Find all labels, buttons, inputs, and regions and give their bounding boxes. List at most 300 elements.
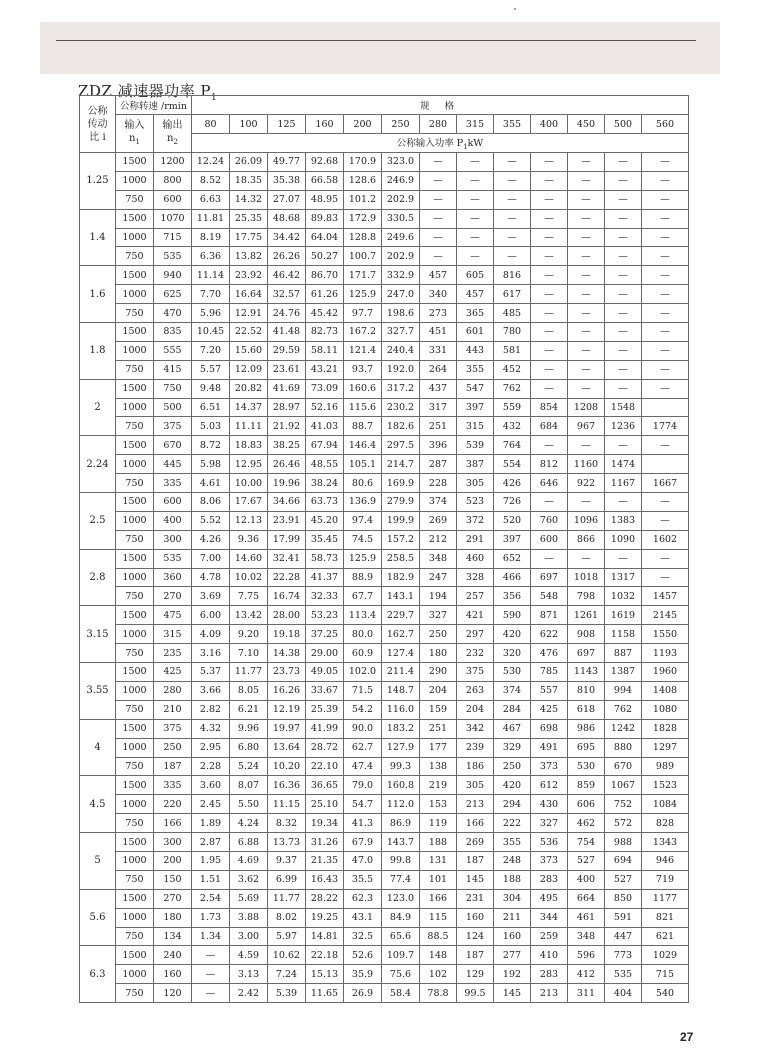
header-rule (56, 40, 696, 41)
power-cell: 31.26 (306, 833, 344, 852)
power-cell: 3.69 (192, 587, 230, 606)
power-cell: 540 (642, 984, 689, 1003)
power-cell: 12.13 (230, 511, 268, 530)
power-cell: 1667 (642, 474, 689, 493)
power-cell: 12.09 (230, 360, 268, 379)
power-cell: 250 (494, 757, 531, 776)
power-cell: — (568, 360, 605, 379)
table-row (80, 965, 689, 984)
table-row (80, 153, 689, 172)
power-header (192, 134, 689, 153)
power-cell: 14.32 (230, 190, 268, 209)
power-cell: 618 (568, 700, 605, 719)
power-cell: 762 (605, 700, 642, 719)
table-row (80, 908, 689, 927)
power-cell: 41.3 (344, 814, 382, 833)
power-cell: 1032 (605, 587, 642, 606)
power-cell: 22.10 (306, 757, 344, 776)
power-cell: 279.9 (382, 493, 420, 512)
power-cell: 52.16 (306, 398, 344, 417)
header-band (40, 22, 720, 74)
power-cell: 1018 (568, 568, 605, 587)
power-cell: — (420, 209, 457, 228)
input-speed-cell: 750 (116, 984, 154, 1003)
power-cell: 290 (420, 663, 457, 682)
power-cell: — (642, 493, 689, 512)
power-cell: 3.62 (230, 870, 268, 889)
power-cell: 780 (494, 323, 531, 342)
output-speed-cell: 270 (154, 587, 192, 606)
power-cell: 88.9 (344, 568, 382, 587)
table-row (80, 190, 689, 209)
power-cell: 3.00 (230, 927, 268, 946)
output-speed-cell: 445 (154, 455, 192, 474)
power-cell: 273 (420, 304, 457, 323)
power-cell: 92.68 (306, 153, 344, 172)
power-cell: 192.0 (382, 360, 420, 379)
power-cell: 1619 (605, 606, 642, 625)
size-header: 500 (605, 115, 642, 134)
power-cell: 99.3 (382, 757, 420, 776)
output-speed-cell: 835 (154, 323, 192, 342)
power-cell: 11.65 (306, 984, 344, 1003)
output-speed-cell: 600 (154, 190, 192, 209)
power-cell: 28.72 (306, 738, 344, 757)
power-cell: — (568, 171, 605, 190)
power-cell: 810 (568, 681, 605, 700)
power-cell: 246.9 (382, 171, 420, 190)
power-cell: 28.22 (306, 889, 344, 908)
input-speed-cell: 750 (116, 304, 154, 323)
power-cell: — (642, 304, 689, 323)
power-cell: 1029 (642, 946, 689, 965)
output-speed-cell: 335 (154, 474, 192, 493)
power-cell: 7.75 (230, 587, 268, 606)
ratio-cell: 2.5 (80, 493, 116, 550)
power-cell: — (642, 323, 689, 342)
power-cell: 28.97 (268, 398, 306, 417)
power-cell: 2.45 (192, 795, 230, 814)
table-row (80, 171, 689, 190)
power-cell: 374 (420, 493, 457, 512)
power-cell: 19.96 (268, 474, 306, 493)
power-cell: 327 (420, 606, 457, 625)
power-cell: 1523 (642, 776, 689, 795)
power-cell: 34.42 (268, 228, 306, 247)
power-cell: 199.9 (382, 511, 420, 530)
power-cell: 605 (457, 266, 494, 285)
power-cell: 212 (420, 530, 457, 549)
power-cell: 23.73 (268, 663, 306, 682)
power-cell: 866 (568, 530, 605, 549)
power-cell: 859 (568, 776, 605, 795)
output-speed-cell: 160 (154, 965, 192, 984)
input-speed-cell: 750 (116, 700, 154, 719)
power-cell: 166 (457, 814, 494, 833)
power-cell: — (642, 436, 689, 455)
power-cell: 520 (494, 511, 531, 530)
power-cell: 821 (642, 908, 689, 927)
power-cell: 451 (420, 323, 457, 342)
power-cell: 752 (605, 795, 642, 814)
power-cell: 32.41 (268, 549, 306, 568)
power-cell: — (494, 171, 531, 190)
power-cell: 148 (420, 946, 457, 965)
power-cell: 41.48 (268, 323, 306, 342)
power-cell: 348 (420, 549, 457, 568)
power-cell: 760 (531, 511, 568, 530)
power-cell: 812 (531, 455, 568, 474)
output-speed-cell: 535 (154, 549, 192, 568)
power-cell: 20.82 (230, 379, 268, 398)
table-row (80, 625, 689, 644)
input-speed-cell: 1000 (116, 228, 154, 247)
power-cell: 77.4 (382, 870, 420, 889)
power-cell: 112.0 (382, 795, 420, 814)
power-cell: — (605, 209, 642, 228)
power-cell: 48.68 (268, 209, 306, 228)
power-cell: 342 (457, 719, 494, 738)
power-cell: 606 (568, 795, 605, 814)
ratio-cell: 2.24 (80, 436, 116, 493)
power-cell: 530 (494, 663, 531, 682)
power-cell: 622 (531, 625, 568, 644)
power-cell: 715 (642, 965, 689, 984)
power-cell: 27.07 (268, 190, 306, 209)
power-cell: 773 (605, 946, 642, 965)
power-cell: 600 (531, 530, 568, 549)
power-cell: 764 (494, 436, 531, 455)
table-row (80, 946, 689, 965)
power-cell: — (457, 209, 494, 228)
power-cell: 228 (420, 474, 457, 493)
power-cell: 457 (457, 285, 494, 304)
input-speed-cell: 1000 (116, 681, 154, 700)
power-cell: 887 (605, 644, 642, 663)
power-cell: 946 (642, 851, 689, 870)
power-cell: — (531, 190, 568, 209)
input-speed-cell: 750 (116, 870, 154, 889)
power-cell: 457 (420, 266, 457, 285)
input-speed-cell: 750 (116, 530, 154, 549)
output-speed-cell: 166 (154, 814, 192, 833)
table-row (80, 379, 689, 398)
power-label: 公称输入功率 P (396, 138, 464, 150)
power-cell: 202.9 (382, 247, 420, 266)
size-header: 450 (568, 115, 605, 134)
power-cell: 557 (531, 681, 568, 700)
power-cell: 145 (494, 984, 531, 1003)
power-cell: 297.5 (382, 436, 420, 455)
power-cell: — (531, 285, 568, 304)
power-cell: 211 (494, 908, 531, 927)
input-speed-cell: 750 (116, 247, 154, 266)
power-cell: — (457, 247, 494, 266)
power-cell: 9.96 (230, 719, 268, 738)
output-speed-cell: 270 (154, 889, 192, 908)
input-speed-cell: 1000 (116, 455, 154, 474)
output-speed-cell: 300 (154, 833, 192, 852)
output-speed-cell: 315 (154, 625, 192, 644)
power-cell: 125.9 (344, 285, 382, 304)
power-cell: 8.02 (268, 908, 306, 927)
power-cell: 284 (494, 700, 531, 719)
power-cell: — (457, 153, 494, 172)
power-cell: 36.65 (306, 776, 344, 795)
power-cell: 14.38 (268, 644, 306, 663)
power-cell: 19.18 (268, 625, 306, 644)
power-cell: 850 (605, 889, 642, 908)
power-cell: 527 (568, 851, 605, 870)
power-cell: 231 (457, 889, 494, 908)
power-cell: 697 (568, 644, 605, 663)
power-cell: 32.5 (344, 927, 382, 946)
power-cell: 698 (531, 719, 568, 738)
power-cell: 305 (457, 474, 494, 493)
power-cell: 854 (531, 398, 568, 417)
power-cell: 127.9 (382, 738, 420, 757)
power-cell: 989 (642, 757, 689, 776)
title-text: ZDZ 减速器功率 P (78, 82, 212, 100)
power-cell: 88.5 (420, 927, 457, 946)
power-cell: 297 (457, 625, 494, 644)
power-cell: 443 (457, 341, 494, 360)
power-cell: 652 (494, 549, 531, 568)
power-cell: 410 (531, 946, 568, 965)
power-cell: 258.5 (382, 549, 420, 568)
power-cell: 58.4 (382, 984, 420, 1003)
power-cell: 327.7 (382, 323, 420, 342)
output-speed-cell: 500 (154, 398, 192, 417)
power-cell: 397 (457, 398, 494, 417)
input-speed-cell: 1500 (116, 606, 154, 625)
power-cell: 476 (531, 644, 568, 663)
table-row (80, 341, 689, 360)
input-speed-cell: 1500 (116, 379, 154, 398)
input-speed-cell: 1000 (116, 568, 154, 587)
power-cell: 23.61 (268, 360, 306, 379)
power-cell: 24.76 (268, 304, 306, 323)
power-cell: 591 (605, 908, 642, 927)
power-cell: 404 (605, 984, 642, 1003)
power-cell: 4.24 (230, 814, 268, 833)
power-cell: 250 (420, 625, 457, 644)
power-cell: 4.32 (192, 719, 230, 738)
table-row (80, 209, 689, 228)
power-cell: 365 (457, 304, 494, 323)
power-cell: 355 (457, 360, 494, 379)
output-sym: n (167, 132, 174, 144)
output-speed-cell: 280 (154, 681, 192, 700)
power-cell: 601 (457, 323, 494, 342)
input-speed-cell: 750 (116, 417, 154, 436)
power-cell: 143.1 (382, 587, 420, 606)
power-cell: 684 (531, 417, 568, 436)
power-cell: 7.70 (192, 285, 230, 304)
power-cell: — (457, 228, 494, 247)
ratio-cell: 5 (80, 833, 116, 890)
power-cell: 32.33 (306, 587, 344, 606)
power-cell: 1208 (568, 398, 605, 417)
size-header: 125 (268, 115, 306, 134)
power-cell: 188 (420, 833, 457, 852)
power-cell: 432 (494, 417, 531, 436)
power-cell: 222 (494, 814, 531, 833)
power-cell: 332.9 (382, 266, 420, 285)
power-cell: — (605, 304, 642, 323)
power-cell: 11.77 (230, 663, 268, 682)
power-cell: 22.28 (268, 568, 306, 587)
power-cell: — (642, 247, 689, 266)
power-cell: 621 (642, 927, 689, 946)
power-cell: 5.57 (192, 360, 230, 379)
power-cell: 115.6 (344, 398, 382, 417)
size-header: 355 (494, 115, 531, 134)
power-cell: 80.0 (344, 625, 382, 644)
table-row (80, 927, 689, 946)
power-cell: 400 (568, 870, 605, 889)
power-cell: 798 (568, 587, 605, 606)
table-row (80, 833, 689, 852)
power-cell: 264 (420, 360, 457, 379)
power-cell: 26.09 (230, 153, 268, 172)
power-cell: 61.26 (306, 285, 344, 304)
power-cell: — (642, 266, 689, 285)
power-cell: 317.2 (382, 379, 420, 398)
power-cell: 694 (605, 851, 642, 870)
power-cell: 240.4 (382, 341, 420, 360)
power-cell: 169.9 (382, 474, 420, 493)
power-cell: — (605, 341, 642, 360)
output-speed-cell: 400 (154, 511, 192, 530)
input-speed-cell: 1500 (116, 663, 154, 682)
power-cell: — (494, 209, 531, 228)
power-cell: 396 (420, 436, 457, 455)
output-speed-cell: 150 (154, 870, 192, 889)
power-cell: — (457, 190, 494, 209)
input-speed-cell: 750 (116, 474, 154, 493)
power-cell: 41.03 (306, 417, 344, 436)
power-cell: 97.7 (344, 304, 382, 323)
power-cell: 908 (568, 625, 605, 644)
power-cell: 54.7 (344, 795, 382, 814)
power-cell: 17.67 (230, 493, 268, 512)
power-cell: 11.15 (268, 795, 306, 814)
power-cell: 4.09 (192, 625, 230, 644)
power-cell: 13.42 (230, 606, 268, 625)
power-cell: 726 (494, 493, 531, 512)
output-speed-cell: 555 (154, 341, 192, 360)
power-cell: 78.8 (420, 984, 457, 1003)
power-cell: 248 (494, 851, 531, 870)
power-cell: 19.97 (268, 719, 306, 738)
output-speed-cell: 470 (154, 304, 192, 323)
power-cell: 9.37 (268, 851, 306, 870)
power-cell: 166 (420, 889, 457, 908)
size-header: 315 (457, 115, 494, 134)
power-cell: 547 (457, 379, 494, 398)
power-cell: 762 (494, 379, 531, 398)
power-cell: 559 (494, 398, 531, 417)
output-speed-cell: 475 (154, 606, 192, 625)
power-cell: 198.6 (382, 304, 420, 323)
power-cell: 3.88 (230, 908, 268, 927)
power-cell: 47.4 (344, 757, 382, 776)
power-cell: 113.4 (344, 606, 382, 625)
power-cell: 425 (531, 700, 568, 719)
power-cell: 10.20 (268, 757, 306, 776)
power-cell: 1774 (642, 417, 689, 436)
table-row (80, 530, 689, 549)
power-cell: 6.51 (192, 398, 230, 417)
power-cell: 1160 (568, 455, 605, 474)
power-cell: 60.9 (344, 644, 382, 663)
power-cell: 22.52 (230, 323, 268, 342)
power-cell: 7.24 (268, 965, 306, 984)
power-cell: 871 (531, 606, 568, 625)
power-cell: — (642, 171, 689, 190)
size-header: 280 (420, 115, 457, 134)
size-header: 100 (230, 115, 268, 134)
power-cell: 67.94 (306, 436, 344, 455)
power-cell: 188 (494, 870, 531, 889)
power-cell: 1261 (568, 606, 605, 625)
power-cell: — (494, 153, 531, 172)
ratio-cell: 3.15 (80, 606, 116, 663)
power-cell: 259 (531, 927, 568, 946)
power-cell: — (568, 209, 605, 228)
input-sym: n (129, 132, 136, 144)
power-cell: — (420, 247, 457, 266)
power-cell: 15.60 (230, 341, 268, 360)
power-cell: 11.77 (268, 889, 306, 908)
power-cell: 101 (420, 870, 457, 889)
power-cell: 211.4 (382, 663, 420, 682)
power-cell: 412 (568, 965, 605, 984)
table-row (80, 474, 689, 493)
power-cell: 283 (531, 965, 568, 984)
power-cell: 128.6 (344, 171, 382, 190)
power-cell: 116.0 (382, 700, 420, 719)
power-cell: 1383 (605, 511, 642, 530)
power-cell: 697 (531, 568, 568, 587)
power-cell: 10.02 (230, 568, 268, 587)
power-cell: 28.00 (268, 606, 306, 625)
power-cell: 12.95 (230, 455, 268, 474)
power-cell: — (494, 247, 531, 266)
power-cell: 305 (457, 776, 494, 795)
power-cell (642, 455, 689, 474)
input-speed-cell: 1000 (116, 625, 154, 644)
power-cell: 375 (457, 663, 494, 682)
power-cell: 988 (605, 833, 642, 852)
power-cell: 249.6 (382, 228, 420, 247)
power-cell: 304 (494, 889, 531, 908)
output-speed-cell: 800 (154, 171, 192, 190)
power-cell: 21.92 (268, 417, 306, 436)
power-cell: — (642, 209, 689, 228)
power-cell: — (568, 153, 605, 172)
power-cell: 2145 (642, 606, 689, 625)
power-cell: 420 (494, 625, 531, 644)
power-cell: — (642, 360, 689, 379)
output-speed-cell: 1200 (154, 153, 192, 172)
ratio-cell: 2.8 (80, 549, 116, 606)
power-cell: 355 (494, 833, 531, 852)
table-row (80, 285, 689, 304)
power-cell: 34.66 (268, 493, 306, 512)
power-cell: 572 (605, 814, 642, 833)
